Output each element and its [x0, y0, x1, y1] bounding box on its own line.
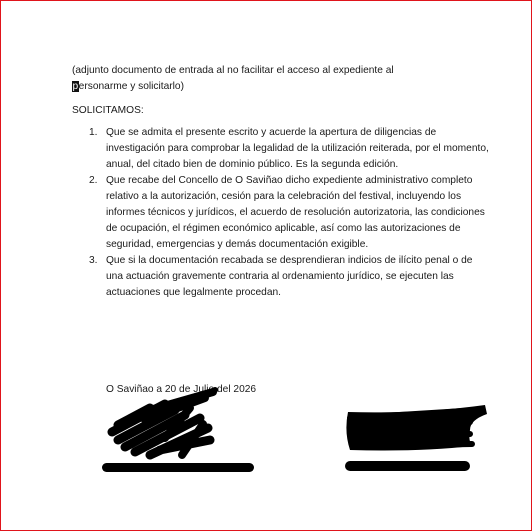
signature-line-right [345, 461, 470, 471]
place-date-line: O Saviñao a 20 de Julio del 2026 [106, 384, 257, 395]
list-item-number: 3. [89, 255, 98, 266]
list-item-text: Que si la documentación recabada se desprendieran indicios de ilícito penal o de una actuación gravemente contraria al ordenamiento jurídico, se ejecuten las actuaciones que legalmente procedan. [106, 255, 473, 298]
section-heading: SOLICITAMOS: [72, 105, 144, 116]
redaction-block-right [346, 405, 487, 451]
text-cursor-selection[interactable]: p [72, 81, 79, 92]
list-item-text: Que se admita el presente escrito y acuerde la apertura de diligencias de investigación para comprobar la legalidad de la utilización reiterada, por el momento, anual, del citado bien de dominio público. Es la segunda edición. [106, 127, 489, 170]
list-item-number: 1. [89, 127, 98, 138]
signature-line-left [102, 463, 254, 472]
list-item-number: 2. [89, 175, 98, 186]
intro-text-start: (adjunto documento de entrada al no facilitar el acceso al expediente al [72, 65, 394, 76]
list-item-text: Que recabe del Concello de O Saviñao dicho expediente administrativo completo relativo a la autorización, cesión para la celebración del festival, incluyendo los informes técnicos y jurídicos, el acuerdo de resolución autorizatoria, las condiciones de ocupación, el régimen económico aplicable, así como las autorizaciones de seguridad, emergencias y demás documentación exigible. [106, 175, 485, 250]
handwritten-signature-redacted-left [112, 390, 215, 455]
intro-text-end: ersonarme y solicitarlo) [78, 81, 184, 92]
